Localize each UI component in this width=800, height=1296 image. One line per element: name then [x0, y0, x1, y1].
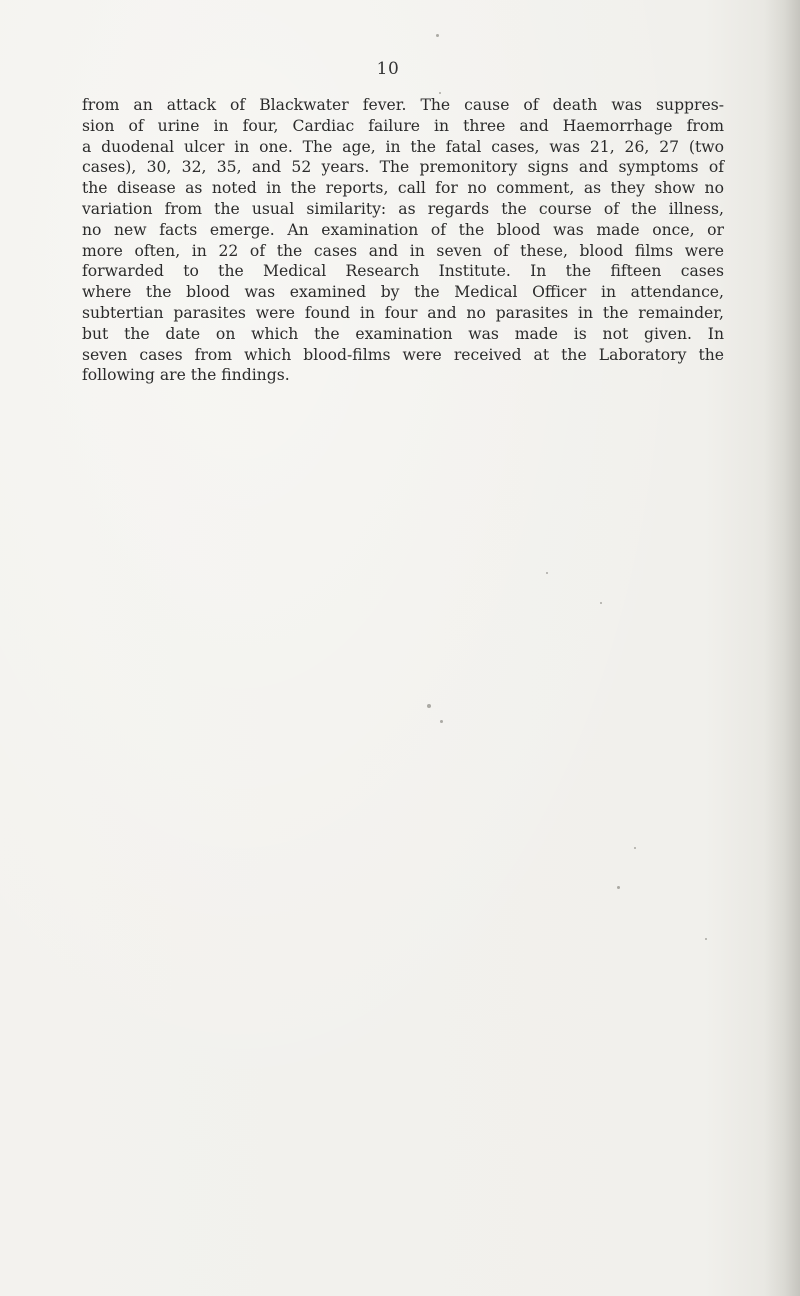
paper-speck — [600, 602, 602, 604]
text-line: but the date on which the examination was made is not given. In — [82, 324, 724, 343]
text-line: from an attack of Blackwater fever. The cause of death was suppres- — [82, 96, 724, 114]
text-line: forwarded to the Medical Research Institute. In the fifteen cases — [82, 262, 724, 281]
text-line: where the blood was examined by the Medical Officer in attendance, — [82, 283, 724, 302]
text-line: no new facts emerge. An examination of the blood was made once, or — [82, 220, 724, 239]
text-line: the disease as noted in the reports, call for no comment, as they show no — [82, 179, 724, 198]
body-paragraph — [82, 95, 724, 386]
text-line: cases), 30, 32, 35, and 52 years. The premonitory signs and symptoms of — [82, 158, 724, 177]
page-number: 10 — [376, 59, 400, 79]
text-line: seven cases from which blood-films were received at the Laboratory the — [82, 345, 724, 364]
paper-speck — [617, 886, 620, 889]
text-line: following are the findings. — [82, 366, 290, 385]
paper-speck — [705, 938, 707, 940]
paper-speck — [634, 847, 636, 849]
text-line: variation from the usual similarity: as regards the course of the illness, — [82, 199, 724, 218]
text-line: more often, in 22 of the cases and in seven of these, blood films were — [82, 241, 724, 260]
text-line: sion of urine in four, Cardiac failure in three and Haemorrhage from — [82, 116, 724, 135]
paper-speck — [436, 34, 439, 37]
text-line: a duodenal ulcer in one. The age, in the fatal cases, was 21, 26, 27 (two — [82, 137, 724, 156]
paper-speck — [546, 572, 548, 574]
paper-speck — [439, 92, 441, 94]
paper-speck — [440, 720, 443, 723]
page-edge-shadow — [764, 0, 800, 1296]
paper-speck — [427, 704, 431, 708]
text-line: subtertian parasites were found in four and no parasites in the remainder, — [82, 303, 724, 322]
